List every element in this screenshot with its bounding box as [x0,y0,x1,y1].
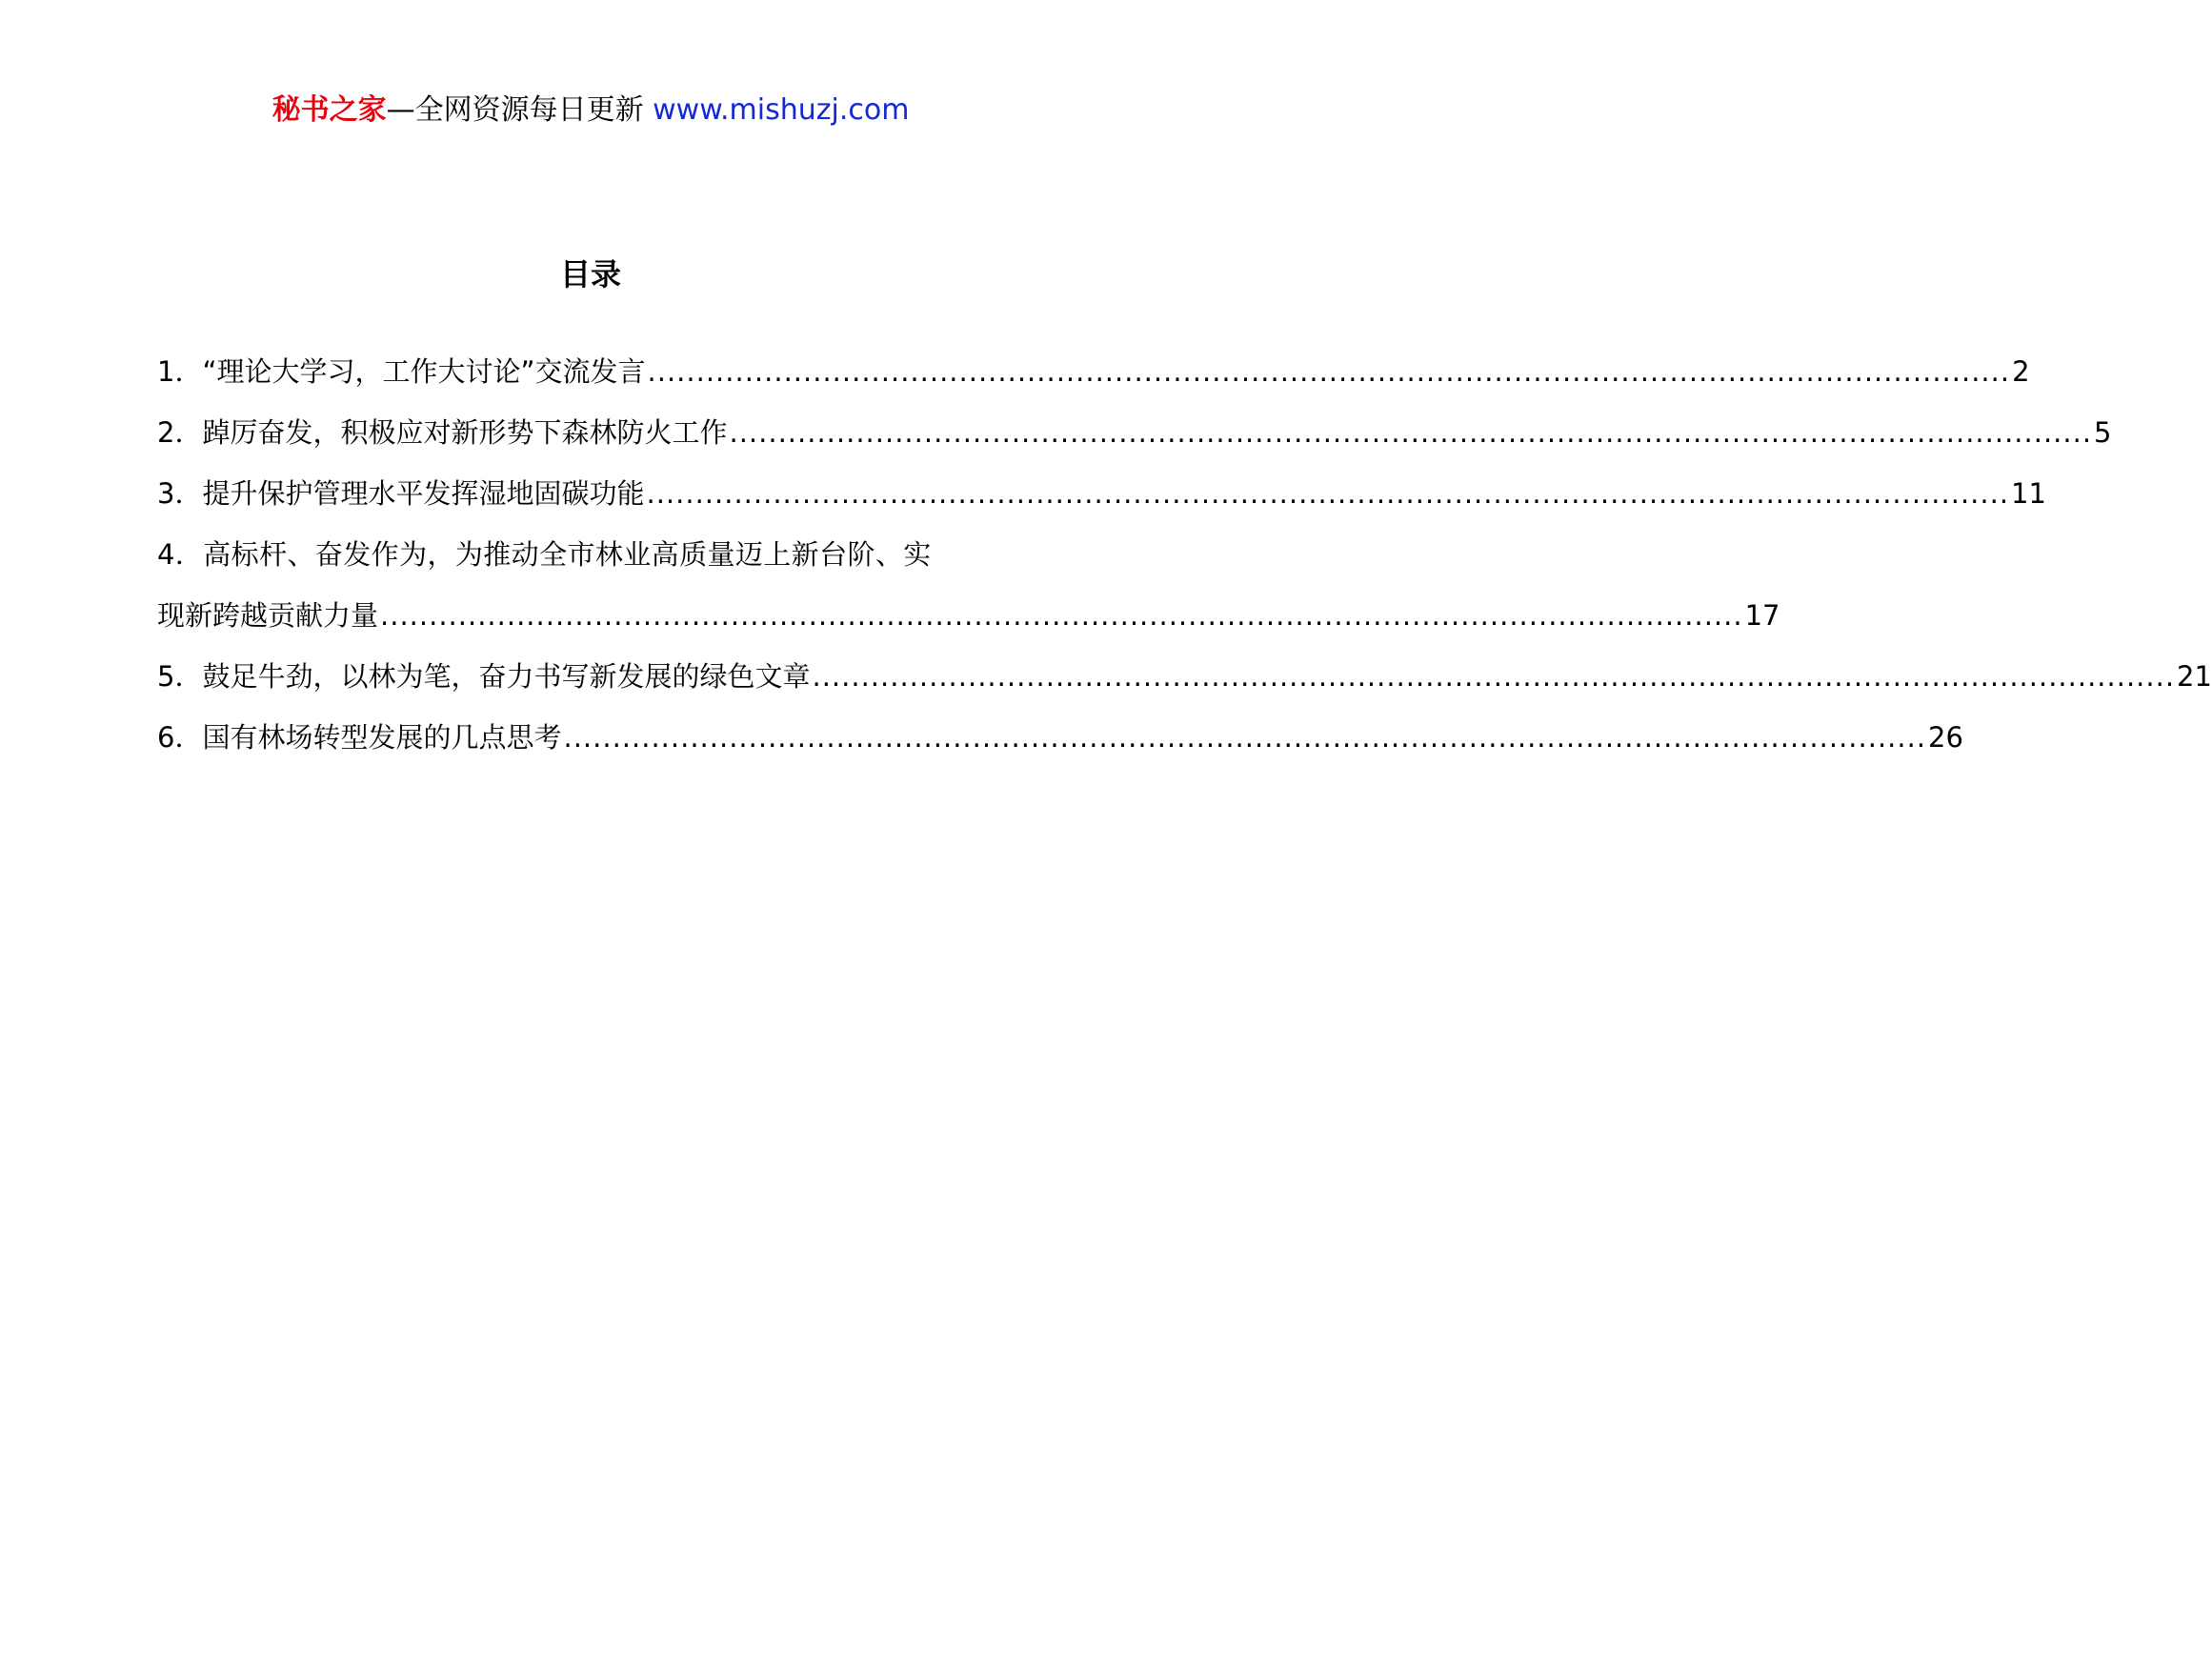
toc-entry-title: 鼓足牛劲，以林为笔，奋力书写新发展的绿色文章 [202,660,811,693]
toc-entry-2[interactable] [157,402,2112,463]
table-of-contents [157,341,2212,768]
toc-entry-1[interactable] [157,341,2030,402]
toc-entry-title: “理论大学习，工作大讨论”交流发言 [202,355,646,388]
toc-entry-separator: ． [174,355,203,388]
toc-entry-number: 1 [157,355,175,388]
site-header [0,93,1181,128]
toc-entry-title: 提升保护管理水平发挥湿地固碳功能 [202,477,645,510]
toc-entry-separator: ． [174,660,203,693]
toc-entry-title: 踔厉奋发，积极应对新形势下森林防火工作 [202,416,728,449]
toc-entry-number: 3 [157,477,175,510]
toc-entry-page: 21 [2177,660,2212,693]
toc-entry-title-line2: 现新跨越贡献力量 [157,599,379,632]
brand-name: 秘书之家 [271,93,387,127]
toc-title: 目录 [559,256,621,292]
toc-dot-leader: ............................................................................................................................................ [729,416,2093,449]
toc-entry-page: 5 [2094,416,2112,449]
toc-entry-page: 11 [2011,477,2046,510]
toc-entry-number: 2 [157,416,175,449]
toc-entry-title: 国有林场转型发展的几点思考 [202,721,562,754]
toc-entry-page: 17 [1744,599,1780,632]
toc-entry-number: 4 [157,538,175,571]
toc-entry-page: 26 [1928,721,1963,754]
toc-entry-separator: ． [174,538,204,571]
toc-dot-leader: ............................................................................................................................................ [647,355,2011,388]
toc-entry-title-line1: 高标杆、奋发作为，为推动全市林业高质量迈上新台阶、实 [203,538,932,571]
toc-entry-separator: ． [174,721,203,754]
header-slogan: —全网资源每日更新 [386,93,644,127]
toc-dot-leader: ............................................................................................................................................ [563,721,1927,754]
toc-entry-4[interactable] [157,524,1780,646]
toc-dot-leader: ............................................................................................................................................ [646,477,2010,510]
toc-dot-leader: ............................................................................................................................................ [812,660,2176,693]
toc-entry-number: 5 [157,660,175,693]
toc-entry-number: 6 [157,721,175,754]
toc-dot-leader: ............................................................................................................................................ [380,599,1743,632]
toc-entry-5[interactable] [157,646,2212,707]
toc-entry-page: 2 [2012,355,2030,388]
toc-entry-3[interactable] [157,463,2046,524]
toc-entry-separator: ． [174,477,203,510]
toc-entry-separator: ． [174,416,203,449]
site-url-link[interactable]: www.mishuzj.com [653,93,910,127]
toc-entry-6[interactable] [157,707,1963,768]
